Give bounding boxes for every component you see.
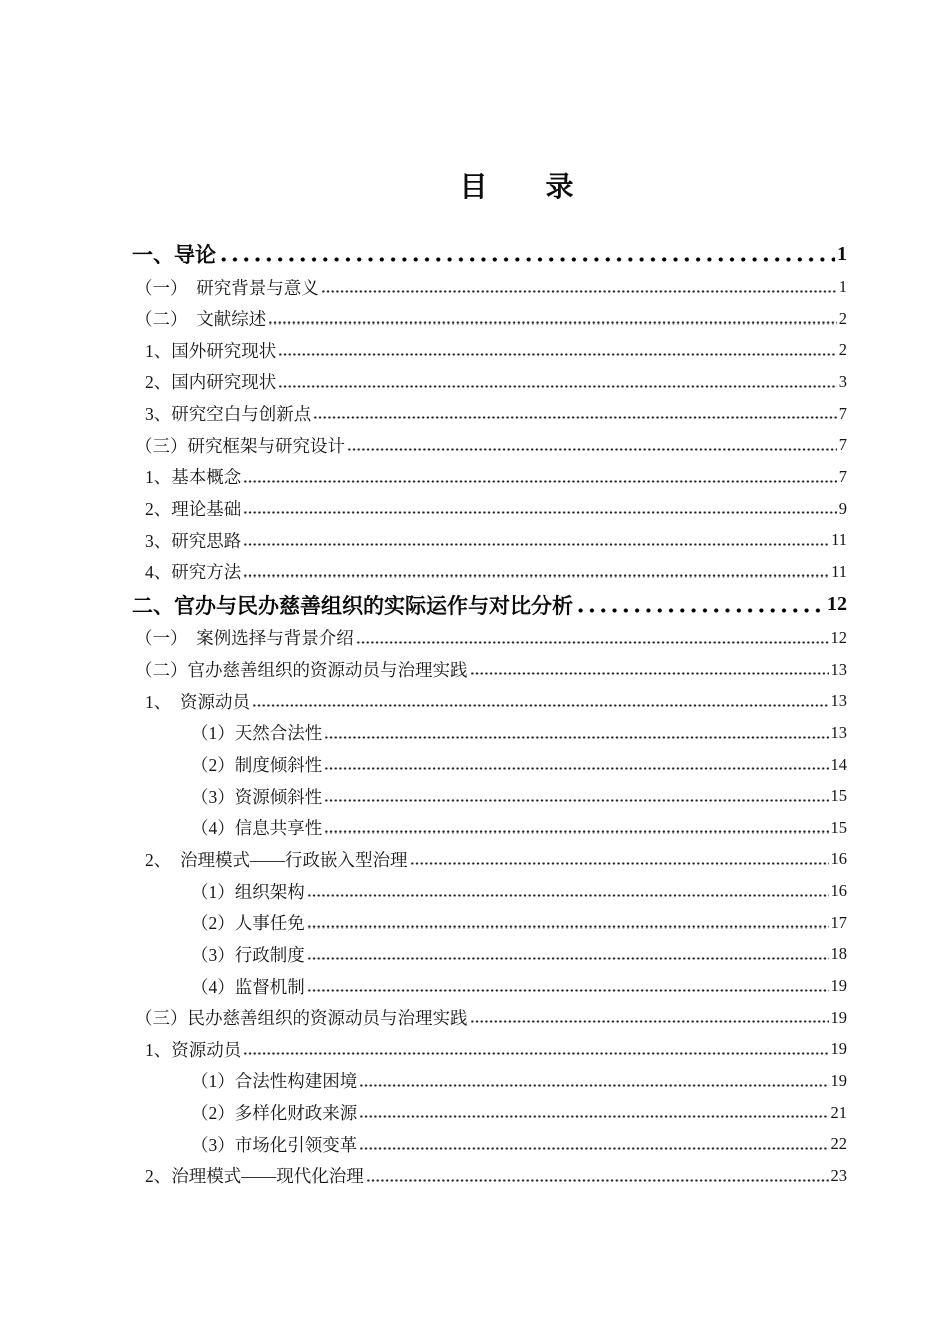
toc-entry[interactable] [132,461,847,493]
dot-leader [243,480,837,483]
toc-entry-page: 23 [830,1165,847,1185]
dot-leader [307,925,829,928]
toc-entry[interactable] [132,622,847,654]
toc-title-char-first: 目 [459,170,488,202]
dot-leader [347,448,837,451]
toc-entry[interactable] [132,237,847,272]
toc-entry-label: 2、国内研究现状 [145,372,277,393]
toc-entry-page: 19 [830,976,847,996]
toc-entry-label: （1）合法性构建困境 [191,1071,358,1092]
dot-leader [410,862,829,865]
dot-leader [243,1052,828,1055]
dot-leader [243,511,837,514]
dot-leader [470,1020,829,1023]
dot-leader [218,257,835,262]
toc-entry-label: （4）信息共享性 [191,818,323,839]
toc-entry-page: 11 [831,561,847,581]
toc-entry-page: 13 [830,722,847,742]
toc-title [159,169,874,205]
dot-leader [359,1115,828,1118]
toc-entry-page: 1 [837,242,847,265]
dot-leader [307,894,829,897]
dot-leader [321,290,837,293]
toc-entry-page: 7 [838,435,847,455]
toc-entry-label: （2）人事任免 [191,913,305,934]
toc-entry[interactable] [132,1002,847,1034]
toc-entry[interactable] [132,1065,847,1097]
toc-entry-label: 1、资源动员 [145,1039,242,1060]
toc-entry[interactable] [132,493,847,525]
dot-leader [366,1179,829,1182]
toc-entry-label: 二、官办与民办慈善组织的实际运作与对比分析 [132,594,573,618]
toc-entry[interactable] [132,398,847,430]
dot-leader [324,736,828,739]
toc-entry-label: 1、 资源动员 [145,691,250,712]
toc-entry-page: 19 [830,1039,847,1059]
toc-entry-page: 12 [830,627,847,647]
toc-entry[interactable] [132,524,847,556]
toc-entry[interactable] [132,429,847,461]
toc-entry[interactable] [132,875,847,907]
dot-leader [324,767,828,770]
toc-entry-page: 13 [830,659,847,679]
toc-entry[interactable] [132,1097,847,1129]
toc-entry[interactable] [132,1160,847,1192]
toc-entry-page: 17 [830,912,847,932]
dot-leader [356,641,829,644]
toc-entry-label: （三）研究框架与研究设计 [135,435,345,456]
toc-entry-page: 1 [838,277,847,297]
dot-leader [324,799,828,802]
toc-entry-label: （1）组织架构 [191,881,305,902]
toc-entry[interactable] [132,780,847,812]
toc-entry-label: 1、基本概念 [145,467,242,488]
toc-entry[interactable] [132,844,847,876]
toc-entry-label: （1）天然合法性 [191,723,323,744]
toc-title-char-second: 录 [545,170,574,202]
toc-entry[interactable] [132,271,847,303]
dot-leader [268,321,837,324]
toc-entry-page: 11 [831,530,847,550]
toc-entry-page: 19 [830,1007,847,1027]
dot-leader [359,1084,828,1087]
toc-entry[interactable] [132,812,847,844]
toc-entry-label: 1、国外研究现状 [145,340,277,361]
toc-entry-page: 15 [830,786,847,806]
toc-entry[interactable] [132,303,847,335]
toc-entry-page: 13 [830,691,847,711]
table-of-contents [132,237,847,1192]
toc-entry-label: （3）资源倾斜性 [191,786,323,807]
dot-leader [307,989,829,992]
toc-entry-label: （一） 研究背景与意义 [135,277,319,298]
toc-entry-page: 22 [830,1134,847,1154]
dot-leader [278,385,837,388]
toc-entry[interactable] [132,970,847,1002]
dot-leader [243,574,829,577]
toc-entry-page: 9 [838,498,847,518]
toc-entry[interactable] [132,749,847,781]
dot-leader [313,416,837,419]
dot-leader [278,353,837,356]
toc-entry-label: （2）制度倾斜性 [191,755,323,776]
toc-entry-label: （一） 案例选择与背景介绍 [135,628,354,649]
toc-entry-label: （4）监督机制 [191,976,305,997]
toc-entry-page: 2 [838,308,847,328]
toc-entry-page: 3 [838,371,847,391]
toc-entry-page: 7 [838,466,847,486]
toc-entry-label: （2）多样化财政来源 [191,1103,358,1124]
toc-entry-page: 18 [830,944,847,964]
toc-entry[interactable] [132,1128,847,1160]
dot-leader [243,543,829,546]
toc-entry-page: 15 [830,817,847,837]
toc-entry[interactable] [132,717,847,749]
toc-entry[interactable] [132,654,847,686]
dot-leader [252,704,829,707]
toc-entry-label: 2、治理模式——现代化治理 [145,1166,364,1187]
toc-entry-label: （二） 文献综述 [135,309,267,330]
dot-leader [324,830,828,833]
toc-entry-page: 21 [830,1102,847,1122]
dot-leader [359,1147,828,1150]
toc-entry-label: （3）行政制度 [191,944,305,965]
toc-entry-label: 3、研究思路 [145,530,242,551]
toc-entry[interactable] [132,939,847,971]
toc-entry[interactable] [132,366,847,398]
toc-entry-page: 2 [838,340,847,360]
toc-entry-label: 3、研究空白与创新点 [145,404,312,425]
toc-entry-page: 14 [830,754,847,774]
dot-leader [470,672,829,675]
dot-leader [307,957,829,960]
toc-entry[interactable] [132,907,847,939]
toc-entry-page: 16 [830,881,847,901]
toc-entry-label: 2、 治理模式——行政嵌入型治理 [145,849,408,870]
toc-entry-page: 16 [830,849,847,869]
toc-entry[interactable] [132,1033,847,1065]
toc-entry-label: （三）民办慈善组织的资源动员与治理实践 [135,1008,468,1029]
toc-entry-label: 2、理论基础 [145,499,242,520]
toc-entry-page: 12 [827,593,847,616]
toc-entry[interactable] [132,685,847,717]
toc-entry-label: （二）官办慈善组织的资源动员与治理实践 [135,660,468,681]
toc-entry[interactable] [132,335,847,367]
toc-entry-page: 7 [838,403,847,423]
toc-entry-label: （3）市场化引领变革 [191,1134,358,1155]
toc-entry-label: 4、研究方法 [145,562,242,583]
toc-entry[interactable] [132,556,847,588]
toc-entry-label: 一、导论 [132,244,216,267]
toc-entry-page: 19 [830,1070,847,1090]
dot-leader [575,608,825,613]
toc-entry[interactable] [132,588,847,623]
